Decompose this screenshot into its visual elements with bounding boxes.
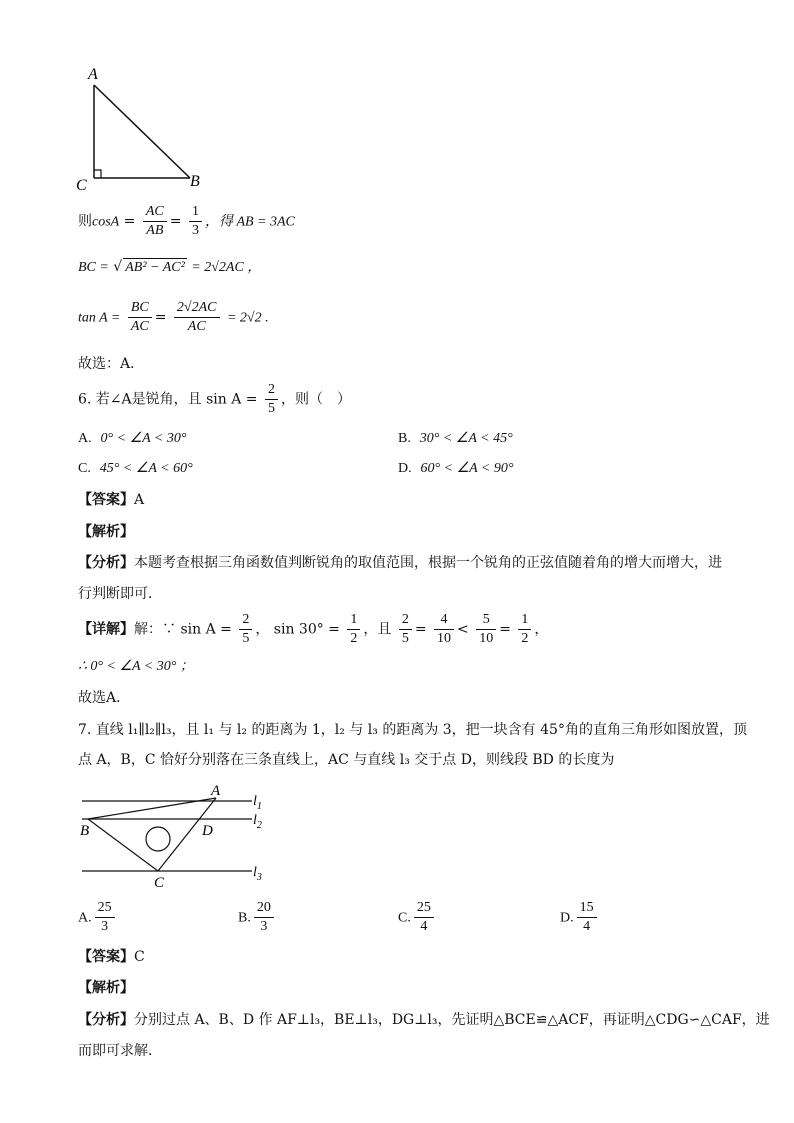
tan-rhs: = 2√2 . bbox=[226, 310, 269, 326]
option-label: C. bbox=[398, 910, 411, 926]
q7-option-d bbox=[560, 900, 600, 935]
frac-den: 10 bbox=[479, 631, 494, 646]
frac-den: 3 bbox=[260, 919, 268, 934]
option-fraction bbox=[414, 900, 434, 935]
right-triangle-figure bbox=[70, 60, 220, 195]
frac-num: 2 bbox=[265, 382, 278, 400]
fraction-one-third bbox=[189, 204, 202, 239]
option-text: 30° < ∠A < 45° bbox=[419, 431, 513, 446]
answer-tag: 【答案】 bbox=[78, 492, 134, 508]
answer-value: A bbox=[134, 492, 145, 508]
fenxi-tag: 【分析】 bbox=[78, 1012, 134, 1028]
frac-den: 5 bbox=[401, 631, 409, 646]
detail-tag: 【详解】 bbox=[78, 621, 134, 638]
q6-option-d bbox=[398, 458, 513, 479]
detail-and: 且 bbox=[377, 621, 392, 638]
option-text: 60° < ∠A < 90° bbox=[420, 461, 514, 476]
q7-stem-line1: 7. 直线 l₁∥l₂∥l₃，且 l₁ 与 l₂ 的距离为 1，l₂ 与 l₃ 的距离为 3，把一块含有 45°角的直角三角形如图放置，顶 bbox=[78, 722, 747, 738]
q6-fenxi-line2: 行判断即可． bbox=[78, 586, 162, 602]
option-label: D. bbox=[398, 461, 412, 476]
point-b-label: B bbox=[80, 823, 90, 839]
q5-choice: 故选：A． bbox=[78, 356, 145, 372]
q7-fenxi-line1 bbox=[78, 1010, 770, 1030]
frac-den: 5 bbox=[267, 401, 275, 416]
detail-prefix: 解：∵ sin A = bbox=[134, 621, 232, 638]
option-label: B. bbox=[238, 910, 251, 926]
frac-den: 10 bbox=[437, 631, 451, 646]
q6-stem bbox=[78, 382, 351, 417]
cos-text: cos bbox=[92, 214, 111, 230]
frac-num: 1 bbox=[347, 612, 360, 630]
fenxi-tag: 【分析】 bbox=[78, 555, 134, 571]
step1-prefix: 则 bbox=[78, 213, 92, 230]
step3-tan-line: tan A = $\frac{BC}{AC}$ = $\frac{2√2AC}{AC}$ = 2√2 . bbox=[78, 300, 269, 334]
q6-option-c bbox=[78, 458, 193, 479]
frac-den: 4 bbox=[420, 919, 428, 934]
vertex-b-label: B bbox=[190, 173, 200, 190]
q7-answer bbox=[78, 947, 145, 967]
frac-num: 1 bbox=[518, 612, 531, 630]
frac-den: 3 bbox=[191, 223, 199, 238]
option-text: 0° < ∠A < 30° bbox=[100, 431, 187, 446]
q6-answer bbox=[78, 490, 144, 510]
step1-result: ，得 AB = 3AC bbox=[204, 214, 295, 230]
q7-analysis-tag: 【解析】 bbox=[78, 980, 134, 996]
frac-num: 20 bbox=[254, 900, 274, 918]
step1-cos-line: 则cosA = $\frac{AC}{AB}$ = $\frac{1}{3}$ ，得 AB = 3AC bbox=[78, 204, 295, 238]
q6-fraction bbox=[265, 382, 278, 417]
q6-choice: 故选A． bbox=[78, 690, 131, 706]
option-label: A. bbox=[78, 431, 92, 446]
q6-analysis-tag: 【解析】 bbox=[78, 524, 134, 540]
bc-rhs: = 2√2AC ， bbox=[191, 260, 262, 275]
radicand: AB² − AC² bbox=[125, 260, 185, 275]
answer-tag: 【答案】 bbox=[78, 949, 134, 965]
frac-num: 2 bbox=[399, 612, 412, 630]
detail-frac-1-2 bbox=[347, 612, 360, 647]
detail-sin30: sin 30° = bbox=[273, 621, 340, 638]
tan-lhs: tan A = bbox=[78, 310, 121, 326]
frac-den: 4 bbox=[583, 919, 591, 934]
answer-value: C bbox=[134, 949, 145, 965]
fraction-bc-ac bbox=[128, 300, 152, 335]
option-label: C. bbox=[78, 461, 91, 476]
q6-stem-prefix: 6. 若∠A是锐角，且 sin A = bbox=[78, 391, 258, 408]
frac-num: 2√2AC bbox=[174, 300, 220, 318]
frac-num: 5 bbox=[476, 612, 496, 630]
q6-option-b bbox=[398, 428, 513, 449]
option-label: A. bbox=[78, 910, 92, 926]
frac-num: BC bbox=[128, 300, 152, 318]
option-fraction bbox=[95, 900, 115, 935]
vertex-c-label: C bbox=[76, 177, 87, 194]
fraction-2root2ac-ac bbox=[174, 300, 220, 335]
fenxi-text: 本题考查根据三角函数值判断锐角的取值范围，根据一个锐角的正弦值随着角的增大而增大，进 bbox=[134, 555, 722, 571]
frac-den: AB bbox=[146, 223, 164, 238]
q6-therefore: ∴ 0° < ∠A < 30° ； bbox=[78, 659, 194, 674]
q7-option-a bbox=[78, 900, 118, 935]
point-a-label: A bbox=[211, 783, 221, 799]
frac-num: 25 bbox=[95, 900, 115, 918]
fraction-ac-ab bbox=[143, 204, 167, 239]
frac-den: 5 bbox=[242, 631, 250, 646]
frac-den: AC bbox=[187, 319, 206, 334]
frac-num: 4 bbox=[434, 612, 454, 630]
parallel-lines-figure bbox=[70, 780, 280, 890]
option-fraction bbox=[254, 900, 274, 935]
point-d-label: D bbox=[202, 823, 213, 839]
q6-option-a bbox=[78, 428, 186, 449]
frac-den: 2 bbox=[521, 631, 529, 646]
q7-stem-line2: 点 A，B，C 恰好分别落在三条直线上，AC 与直线 l₃ 交于点 D，则线段 BD 的长度为 bbox=[78, 752, 615, 768]
q6-stem-suffix: ，则（ ） bbox=[280, 391, 351, 408]
vertex-a-label: A bbox=[88, 66, 98, 83]
option-label: B. bbox=[398, 431, 411, 446]
fenxi-text: 分别过点 A、B、D 作 AF⊥l₃，BE⊥l₃，DG⊥l₃，先证明△BCE≌△ACF，再证明△CDG∽△CAF，进 bbox=[134, 1012, 770, 1028]
q6-fenxi-line1 bbox=[78, 553, 722, 573]
frac-num: 15 bbox=[577, 900, 597, 918]
frac-num: 2 bbox=[239, 612, 252, 630]
detail-frac-4-10 bbox=[434, 612, 454, 647]
detail-frac-2-5b bbox=[399, 612, 412, 647]
line-l2-label: $l_2$ bbox=[253, 813, 262, 831]
detail-frac-1-2b bbox=[518, 612, 531, 647]
detail-frac-5-10 bbox=[476, 612, 496, 647]
step2-bc-line: BC = √ AB² − AC² = 2√2AC ， bbox=[78, 259, 262, 275]
line-l3-label: $l_3$ bbox=[253, 865, 262, 883]
q7-option-b bbox=[238, 900, 277, 935]
point-c-label: C bbox=[154, 875, 165, 890]
option-fraction bbox=[577, 900, 597, 935]
line-l1-label: $l_1$ bbox=[253, 794, 262, 812]
frac-num: 1 bbox=[189, 204, 202, 222]
option-label: D. bbox=[560, 910, 574, 926]
frac-den: AC bbox=[130, 319, 149, 334]
frac-den: 2 bbox=[350, 631, 358, 646]
frac-num: 25 bbox=[414, 900, 434, 918]
q7-fenxi-line2: 而即可求解． bbox=[78, 1043, 162, 1059]
angle-a-text: A bbox=[110, 214, 120, 230]
frac-den: 3 bbox=[101, 919, 109, 934]
detail-frac-2-5 bbox=[239, 612, 252, 647]
q6-detail: 【详解】解：∵ sin A = $\frac{2}{5}$ ， sin 30° = $\frac{1}{2}$ ，且 $\frac{2}{5}$ = $\frac{4}{10}$ < $\frac{5}{10}$ = $\frac{1}{2}$ ， bbox=[78, 612, 549, 646]
q7-option-c bbox=[398, 900, 437, 935]
frac-num: AC bbox=[143, 204, 167, 222]
bc-lhs: BC = bbox=[78, 260, 109, 275]
option-text: 45° < ∠A < 60° bbox=[99, 461, 193, 476]
